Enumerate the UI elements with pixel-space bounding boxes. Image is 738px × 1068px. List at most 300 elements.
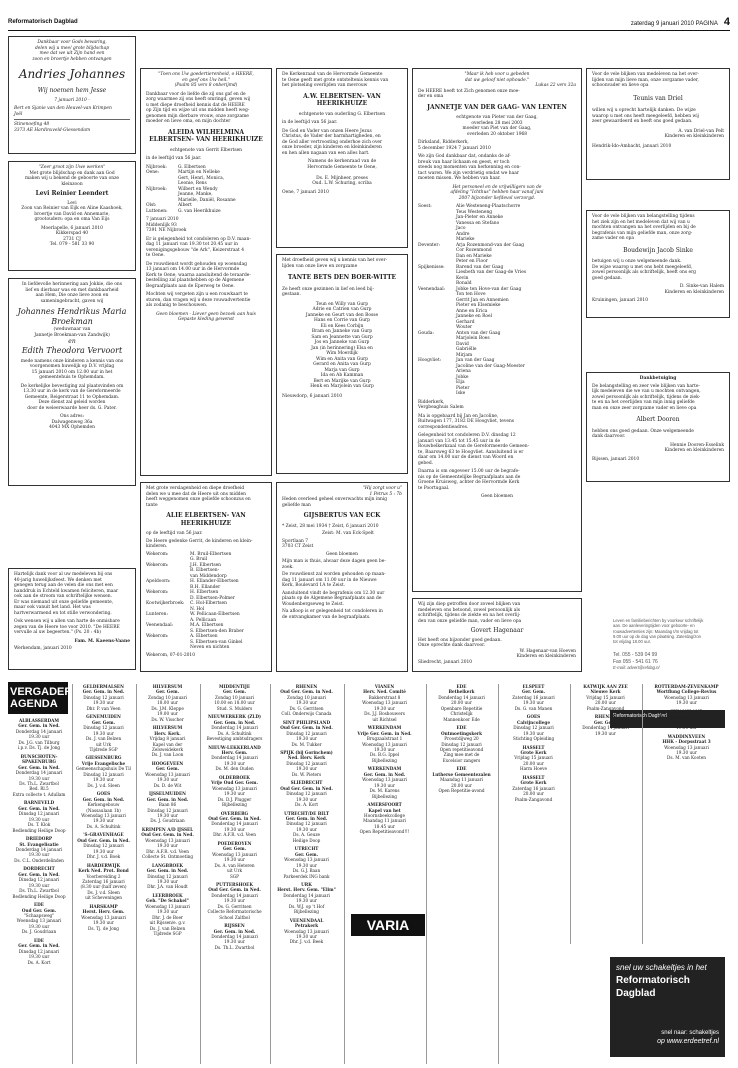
text-line: Kikkerspad 40	[55, 231, 89, 236]
agenda-detail: Proostdijweg 20	[444, 736, 479, 742]
agenda-place: BARNEVELD	[23, 800, 55, 806]
text-line: 3373 AE Hardinxveld-Giessendam	[14, 127, 91, 133]
text-line: Kinderen en kleinkinderen	[664, 289, 724, 295]
text-line: schriftelijk, tijdens de ziekte en na het overlij-	[418, 613, 521, 618]
agenda-column-1	[8, 718, 70, 1063]
notice-text	[146, 486, 266, 508]
relative-name: Jacoline van der Gaag-Moester	[456, 363, 525, 369]
agenda-detail: Hoornsbeekcollege	[364, 812, 405, 818]
agenda-detail: SGP	[229, 873, 240, 879]
text-line: moeten missen. We hebben van haar.	[418, 176, 501, 181]
signature	[282, 159, 402, 187]
place-date: Hendrik-Ido-Ambacht, januari 2010	[592, 143, 672, 149]
agenda-detail: Zaterdag 16 januari	[512, 785, 555, 791]
agenda-entry	[203, 882, 266, 920]
widower-note-2: Jannetje Broekman-van Zandwijk)	[34, 332, 110, 338]
child-name: Levi Reinier Leendert	[35, 190, 109, 197]
agenda-detail: Ger. Gem. in Ned.	[146, 796, 189, 802]
agenda-detail: Mannenkoor Ede	[443, 716, 480, 722]
agenda-detail: Ds. B.G. Ippel	[369, 752, 400, 758]
age: in de leeftijd van 56 jaar.	[146, 156, 202, 161]
paper-name: Reformatorisch Dagblad	[8, 19, 78, 25]
agenda-place: SINT PHILIPSLAND	[282, 719, 331, 725]
relative-name: Albert	[178, 203, 192, 208]
notice-verse: "Zeer groot zijn Uwe werken"	[38, 165, 106, 170]
death-notice-alie	[140, 482, 272, 672]
agenda-place: BUNSCHOTEN-SPAKENBURG	[20, 753, 58, 765]
text-line: Ons adres:	[60, 414, 84, 419]
text-line: correspondentieadres.	[418, 424, 469, 430]
text-line: mee dat we uit Zijn hand een	[39, 51, 105, 56]
notice-remark: Geen bloemen	[481, 494, 513, 499]
agenda-detail: Open Repetitie-avond	[438, 788, 485, 794]
text-line: bestelling zal plaatshebben op de Algemene	[146, 278, 245, 283]
relative-name: Mirjam	[456, 352, 473, 358]
agenda-detail: Kerkengebouw	[87, 802, 120, 808]
text-line: Woudenbergseweg te Zeist.	[282, 601, 344, 607]
text-line: 3703 CT Zeist	[282, 544, 314, 549]
text-line: Met droefheid geven wij u kennis van het over-	[282, 258, 388, 263]
agenda-detail: 20.00 uur	[523, 791, 544, 797]
agenda-detail: Vrije Oud Ger. Gem.	[211, 780, 258, 786]
service-text	[282, 572, 402, 589]
text-line: breuk van haar lichaam en geest, er toch	[418, 159, 510, 165]
relative-name: M.A. Elbertsen	[190, 623, 224, 628]
text-line: Ida en Ab Kamman	[320, 373, 364, 378]
agenda-detail: Bedlending Heilige Doop	[12, 893, 66, 899]
address	[14, 226, 130, 248]
notice-remark	[146, 312, 266, 323]
agenda-detail: 19.30 uur	[224, 760, 245, 766]
relative-name: Alie Westeneng-Plaatschorre	[456, 204, 521, 209]
agenda-detail: Open repetitieavond	[439, 746, 484, 752]
agenda-detail: 19.30 uur	[93, 848, 114, 854]
burial-text	[418, 469, 576, 491]
text-line: Wim Moerdijk	[326, 351, 358, 356]
agenda-detail: Excelsior zangers	[442, 757, 481, 763]
card-text	[146, 292, 266, 309]
agenda-detail: Ds. Tj. de Jong	[88, 925, 119, 931]
agenda-detail: Ger. Gem.	[222, 689, 247, 695]
agenda-detail: 19.30 uur	[93, 818, 114, 824]
fax: Fax 055 - 541 61 76	[613, 658, 658, 665]
thanks-notice-sinke	[586, 210, 730, 318]
text-line: Ma is opgebaard bij Jan en Jacoline,	[418, 413, 499, 419]
text-line: genegen terug aan de velen die ons met een	[14, 583, 113, 588]
relative-name: Vanessa en Stefano	[456, 220, 500, 226]
agenda-detail: Dhr. J.A. van Houdt	[147, 884, 188, 890]
text-line: gestaan.	[282, 292, 301, 297]
text-line: delen we u mee dat de Heere uit ons midden	[146, 491, 247, 497]
agenda-detail: Nieuwe Kerk	[590, 689, 621, 695]
relative-place: Luttenen:	[146, 208, 168, 214]
relative-place: Wekerom:	[146, 634, 169, 639]
relative-place: Deventer:	[418, 242, 440, 248]
thanks-notice-kaeens	[8, 568, 136, 670]
agenda-detail: 20.00 uur	[451, 782, 472, 788]
agenda-detail: Ds. G. Gerritsen	[217, 903, 252, 909]
notice-title: Dankbetuiging	[639, 376, 677, 381]
notice-text	[282, 72, 402, 89]
and-word: en	[68, 338, 76, 345]
agenda-detail: Vrije Evangelische	[81, 760, 126, 766]
text-line: moeder van Piet van der Gaag,	[462, 126, 532, 131]
text-line: 40-jarig huwelijksfeest. We denken met	[14, 577, 102, 583]
relative-place: Oene:	[146, 170, 160, 175]
agenda-detail: 19.30 uur	[676, 749, 697, 755]
text-line: 7 januari 2010	[146, 217, 179, 222]
relative-name: D. Elbertsen-Polmer	[190, 595, 235, 601]
relative-name: B. Elbertsen-	[190, 568, 220, 573]
notice-text-2	[418, 154, 576, 182]
signature: Fam. M. Kaeens-Vaane	[74, 638, 130, 644]
agenda-detail: 19.30 uur	[296, 862, 317, 868]
condolence-text	[146, 237, 266, 259]
agenda-detail: Donderdag 14 januari	[15, 728, 63, 734]
agenda-detail: Bijbellezing	[372, 793, 397, 799]
agenda-detail: Dinsdag 12 januari	[83, 843, 124, 849]
text-line: Deze dienst zal geleid worden	[38, 400, 106, 405]
agenda-detail: Psalm-Zangavond	[586, 705, 625, 711]
text-line: overleden 28 mei 2003	[471, 120, 523, 126]
text-line: ook aan de stroom van schriftelijke wensen.	[14, 594, 113, 599]
agenda-detail: St. Evangelisatie	[19, 841, 59, 847]
signature	[592, 284, 724, 295]
agenda-detail: Calvijncollege	[516, 719, 550, 725]
issue-date: zaterdag 9 januari 2010	[630, 21, 694, 27]
deceased-name: JANNETJE VAN DER GAAG- VAN LENTEN	[427, 103, 567, 111]
agenda-detail: Vrijdag 8 januari	[149, 736, 186, 742]
text-line: begrafenis van mijn geliefde man, onze zorg-	[592, 230, 693, 236]
agenda-entry	[203, 684, 266, 711]
agenda-detail: Dinsdag 12 januari	[18, 948, 60, 954]
notice-text	[592, 384, 724, 412]
agenda-detail: Tijdrede SGP	[153, 931, 182, 937]
agenda-detail: Ger. Gem.	[593, 719, 618, 725]
text-line: Hennie Dooren-Esselink	[670, 442, 724, 448]
text-line: In liefdevolle herinnering aan Jokkie, die ons	[22, 282, 122, 287]
agenda-detail: uit Scheveningen	[85, 895, 122, 901]
text-line: Kinderen en kleinkinderen	[516, 654, 576, 659]
agenda-detail: Ds. A. Schultink	[217, 730, 252, 736]
text-line: januari van 13.45 tot 15.45 uur in de	[418, 438, 501, 444]
agenda-detail: Dinsdag 12 januari	[286, 730, 327, 736]
relative-row	[418, 391, 576, 397]
relative-place	[146, 645, 190, 651]
relative-name: van Middendorp	[190, 573, 227, 579]
agenda-place: NIEUWERKERK (ZLD)	[207, 714, 261, 720]
notice-text-2	[592, 429, 724, 440]
agenda-place: KRIMPEN A/D IJSSEL	[141, 826, 194, 832]
agenda-detail: 19.30 uur	[296, 736, 317, 742]
text-line: De Heere gedenke Gerrit, de kinderen en klein-	[146, 538, 253, 544]
text-line: Jan (in herinnering) Elsa en	[311, 345, 373, 351]
agenda-detail: Dinsdag 12 januari	[147, 873, 188, 879]
text-line: Oud. L.W. Schuring, scriba	[312, 181, 372, 186]
relative-name: Gabriëlle	[456, 347, 477, 352]
text-line: De rouwdienst wordt gehouden op woensdag	[146, 261, 247, 267]
wedding-notice	[8, 278, 136, 486]
agenda-detail: 19.30 uur	[296, 934, 317, 940]
text-line: Onze oprechte dank daarvoor.	[418, 643, 486, 648]
text-line: Teun en Willy van Gurp	[315, 301, 369, 307]
deceased-name: Albert Dooren	[636, 416, 680, 423]
notice-text	[592, 72, 724, 89]
agenda-place: OLDEBROEK	[219, 774, 250, 780]
signature: Zeist: M. van Eck-Spelt	[322, 531, 374, 536]
agenda-detail: Woensdag 13 januari	[212, 785, 257, 791]
relative-place: Spijkenisse:	[418, 264, 445, 270]
agenda-entry	[273, 846, 340, 879]
text-line: Het personeel en de vrijwilligers van de	[452, 184, 542, 190]
text-line: Dankbaar voor Gods bewaring,	[37, 40, 107, 45]
agenda-place: ELSPEET	[522, 684, 545, 689]
agenda-detail: Ds. T. Klok	[27, 822, 51, 828]
agenda-detail: Donderdag 14 januari	[15, 846, 63, 852]
agenda-detail: Woensdag 13 januari	[145, 903, 190, 909]
agenda-place: EDE	[33, 902, 44, 908]
notice-text	[14, 572, 130, 616]
agenda-detail: Ger. Gem. in Ned.	[213, 719, 256, 725]
relative-place: Olst:	[146, 203, 157, 208]
agenda-place: WADDINXVEEN	[667, 733, 706, 739]
agenda-detail: Ds. J. v.d. Sleen	[87, 889, 120, 895]
groom-name: Johannes Hendrikus Maria	[17, 307, 127, 316]
death-notice-aleida	[140, 68, 272, 476]
text-line: lijden van onze lieve en zorgzame	[282, 263, 358, 269]
relative-name: Cor Rozenmond	[456, 248, 492, 253]
agenda-detail: Ds. M. den Ouden	[215, 766, 254, 772]
agenda-detail: 19.30 uur	[28, 852, 50, 858]
deceased-name: GIJSBERTUS VAN ECK	[303, 512, 381, 519]
agenda-place: VIANEN	[374, 684, 395, 689]
agenda-detail: Ds. J. Goudriaan	[150, 818, 185, 824]
agenda-detail: Kapel van der Zelsweidekerk	[152, 741, 183, 752]
agenda-detail: 19.30 uur	[296, 898, 317, 904]
agenda-detail: Donderdag 14 januari	[283, 892, 330, 898]
thanks-notice-hagenaar	[412, 598, 582, 672]
relative-name: Jobke	[456, 374, 469, 380]
agenda-detail: 19.30 uur	[157, 909, 178, 915]
agenda-place: NIEUW-LEKKERLAND	[208, 744, 261, 750]
text-line: medeleven ons betoond, zowel persoonlijk als	[418, 607, 520, 613]
text-line: goed gedaan.	[592, 275, 622, 281]
text-line: We zijn God dankbaar dat, ondanks de af-	[418, 154, 511, 159]
relative-place: Hoogvliet:	[418, 358, 442, 363]
agenda-entry	[75, 863, 132, 901]
address	[14, 122, 130, 133]
agenda-detail: 19.30 uur	[157, 812, 178, 818]
agenda-detail: 19.30 uur	[676, 725, 697, 731]
agenda-detail: HHK - Dorpsstraat 3	[662, 739, 711, 745]
agenda-detail: 19.30 uur	[28, 816, 50, 822]
agenda-detail: Ds. A. Kort	[294, 802, 319, 808]
text-line: Heden overleed geheel onverwachts mijn innig	[282, 497, 388, 502]
text-line: Wij zijn diep getroffen door zoveel blijken van	[418, 602, 521, 607]
agenda-detail: Harm Hoeve	[520, 766, 547, 772]
agenda-entry	[429, 725, 494, 763]
agenda-detail: Petrakerk	[294, 923, 319, 929]
text-line: tot vrijdag 18.00 uur.	[613, 639, 651, 644]
text-line: te Poortugaal.	[418, 485, 450, 491]
text-line: Gerard en Anita van Gurp	[313, 362, 371, 367]
agenda-detail: Dinsdag 12 januari	[286, 760, 327, 766]
relative-name: Marjolein Boes	[456, 336, 490, 341]
relative-name: Jobke ten Hove-van der Gaag	[456, 286, 522, 292]
agenda-detail: 20.00 uur	[595, 700, 616, 706]
agenda-detail: Bed. Rl.5	[29, 786, 49, 792]
text-line: W. Hagenaar-van Hoeven	[519, 648, 576, 654]
text-line: als zodanig te beschouwen.	[146, 303, 208, 308]
text-line: plaats op de Algemene Begraafplaats aan de	[282, 596, 382, 601]
text-line: Gemeente, Reigerstraat 11 te Ophemdam.	[24, 394, 120, 400]
text-line: rouwadvertenties zijn: Maandag t/m vrijdag tot	[613, 628, 699, 634]
agenda-entry	[8, 836, 70, 863]
agenda-detail: Ger. Gem.	[222, 846, 247, 852]
agenda-entry	[75, 714, 132, 752]
notice-text-2	[14, 206, 130, 223]
agenda-place: GELDERMALSEN	[83, 684, 124, 689]
agenda-detail: 19.30 uur	[224, 826, 245, 832]
agenda-detail: uit Rijssen/e. g.v.	[149, 920, 186, 926]
agenda-detail: Ds. J. van Belzen	[149, 925, 186, 931]
relative-name: Iske	[456, 391, 466, 396]
agenda-detail: 19.30 uur	[296, 766, 317, 772]
deceased-spouse: echtgenote van ouderling G. Elbertsen	[298, 111, 386, 117]
agenda-detail: 19.30 uur	[224, 939, 245, 945]
agenda-detail: 19.30 uur	[157, 843, 178, 849]
agenda-detail: 18.45 uur	[374, 823, 395, 829]
agenda-detail: Stichting Opleiding	[512, 736, 555, 742]
agenda-place: HOOGEVEEN	[151, 760, 184, 766]
agenda-detail: Ger. Gem. in Ned.	[146, 868, 189, 874]
text-line: Daarna is om ongeveer 15.00 uur de begrafe-	[418, 469, 520, 474]
text-line: dank daarvoor.	[592, 434, 626, 439]
submission-info	[610, 615, 725, 685]
agenda-detail: Ds. J.G. van Tilburg	[18, 739, 60, 745]
agenda-detail: Woensdag 13 januari	[81, 812, 126, 818]
notice-verse	[14, 40, 130, 62]
text-line: gebed.	[418, 460, 434, 466]
text-line: te Oene.	[146, 253, 165, 258]
agenda-detail: Ger. Gem.	[91, 719, 116, 725]
relative-place	[418, 391, 456, 397]
relative-name: G. Bruil	[190, 557, 208, 562]
agenda-place: ALBLASSERDAM	[18, 718, 60, 723]
agenda-detail: Dinsdag 12 januari	[147, 807, 188, 813]
agenda-detail: Ger. Gem. in Ned.	[82, 689, 125, 695]
agenda-place: GENEMUIDEN	[86, 714, 121, 720]
text-line: Mochten wij vergeten zijn u een rouwkaart te	[146, 292, 248, 297]
notice-text	[146, 92, 266, 125]
relative-name: Gerrit Jan en Annemien	[456, 297, 509, 303]
agenda-entry	[139, 893, 196, 937]
agenda-detail: 19.30 uur	[296, 796, 317, 802]
agenda-detail: Oud Ger. Gem. in Ned.	[280, 689, 333, 695]
burial-text	[282, 591, 402, 608]
agenda-detail: Oud Ger. Gem. in Ned.	[141, 832, 194, 838]
deceased-name: Boudewijn Jacob Sinke	[623, 246, 693, 254]
text-line: 2731 CJ	[63, 236, 81, 242]
text-line: en hen allen nagaan van een alles hart.	[282, 150, 370, 156]
agenda-detail: Dinsdag 12 januari	[286, 821, 327, 827]
agenda-detail: Woensdag 13 januari	[664, 694, 709, 700]
text-line: lijk medeleven die we van u mochten ontvangen,	[592, 389, 701, 394]
text-line: Christus, de Vader der barmhartigheden, en	[282, 134, 381, 139]
agenda-detail: Dinsdag 12 januari	[513, 725, 554, 731]
agenda-entry	[139, 725, 196, 758]
text-line: Marja van Gurp	[324, 367, 360, 373]
agenda-detail: Oud Ger. Gem. in Ned.	[280, 725, 333, 731]
agenda-place: LANGBROEK	[151, 862, 184, 868]
relative-name: M. Bruil-Elbertsen	[190, 551, 232, 557]
agenda-entry	[75, 832, 132, 859]
text-line: steeds nog momenten van herkenning en con-	[418, 165, 521, 170]
agenda-detail: Ds. D. de Wit	[153, 782, 182, 788]
agenda-detail: Collecte St. Ontmoeting	[141, 854, 194, 860]
relatives-list	[282, 302, 402, 390]
text-line: Ridderkerk,	[418, 399, 445, 405]
agenda-detail: Zaterdag 16 januari	[82, 878, 125, 884]
relative-name: Jan van der Gaag	[456, 358, 495, 363]
relative-place: Apeldoorn:	[146, 579, 171, 584]
agenda-detail: Bevestiging ambtsdragers	[206, 736, 263, 742]
agenda-detail: Openbare Repetitie	[440, 705, 483, 711]
agenda-place: WERKENDAM	[367, 725, 402, 731]
notice-text	[418, 89, 576, 100]
text-line: zame vader en opa	[592, 236, 634, 241]
address	[282, 539, 402, 550]
agenda-detail: Bijbellezing	[294, 909, 319, 915]
agenda-detail: Dinsdag 12 januari	[441, 741, 482, 747]
text-line: verenigingsgebouw "de Ark", Keizerstraat 4	[146, 247, 245, 253]
agenda-column-6	[344, 684, 424, 1064]
relative-place: Gouda:	[418, 330, 434, 336]
agenda-detail: "Schaapsweg"	[23, 912, 55, 918]
text-line: zowel persoonlijk als schriftelijk, heeft ons erg	[592, 270, 696, 275]
care-text	[418, 185, 576, 202]
deceased-name: TANTE BETS DEN BOER-WITTE	[287, 274, 397, 281]
verse-ref: 1 Petrus 5 : 7b	[369, 491, 402, 497]
agenda-entry	[273, 750, 340, 777]
agenda-detail: Tijdrede SGP	[89, 746, 118, 752]
agenda-detail: 19.30 uur	[523, 700, 544, 706]
verse-ref: Lukas 22 vers 32a	[535, 83, 576, 88]
thanks-notice-dooren	[586, 372, 730, 482]
church-notice-elbertsen	[276, 68, 408, 248]
relative-name: B.H. Ellander	[190, 584, 221, 590]
signature	[592, 443, 724, 454]
text-line: mochten ontvangen na het overlijden en bij de	[592, 225, 696, 230]
text-line: delen wij u mee/ grote blijdschap	[34, 45, 110, 51]
agenda-detail: Dinsdag 12 januari	[83, 725, 124, 731]
page-header	[8, 15, 730, 31]
birth-notice-levi	[8, 161, 136, 271]
ad-line-3: snel naar: schakeltjes	[661, 1030, 719, 1036]
agenda-detail: Ger. Gem. in Ned.	[18, 805, 60, 811]
agenda-detail: Oud Ger. Gem. in Ned.	[208, 815, 261, 821]
agenda-detail: Bijbellezing	[222, 802, 247, 808]
agenda-detail: Voorbereiding 2	[86, 873, 121, 879]
text-line: De God en Vader van onzen Heere Jezus	[282, 128, 372, 134]
agenda-detail: Ontmoetingskerk	[440, 730, 483, 736]
text-line: zowel persoonlijk als schriftelijk, tijdens de ziek-	[592, 394, 701, 400]
agenda-place: HARSKAMP	[89, 903, 118, 909]
deceased-name: ALIE ELBERTSEN- VAN HEERIKHUIZE	[166, 512, 246, 527]
text-line: het ziek zijn en het medeleven dat wij van u	[592, 219, 690, 225]
notice-text-2	[146, 539, 266, 550]
agenda-detail: Vrijdag 15 januari	[514, 755, 553, 761]
